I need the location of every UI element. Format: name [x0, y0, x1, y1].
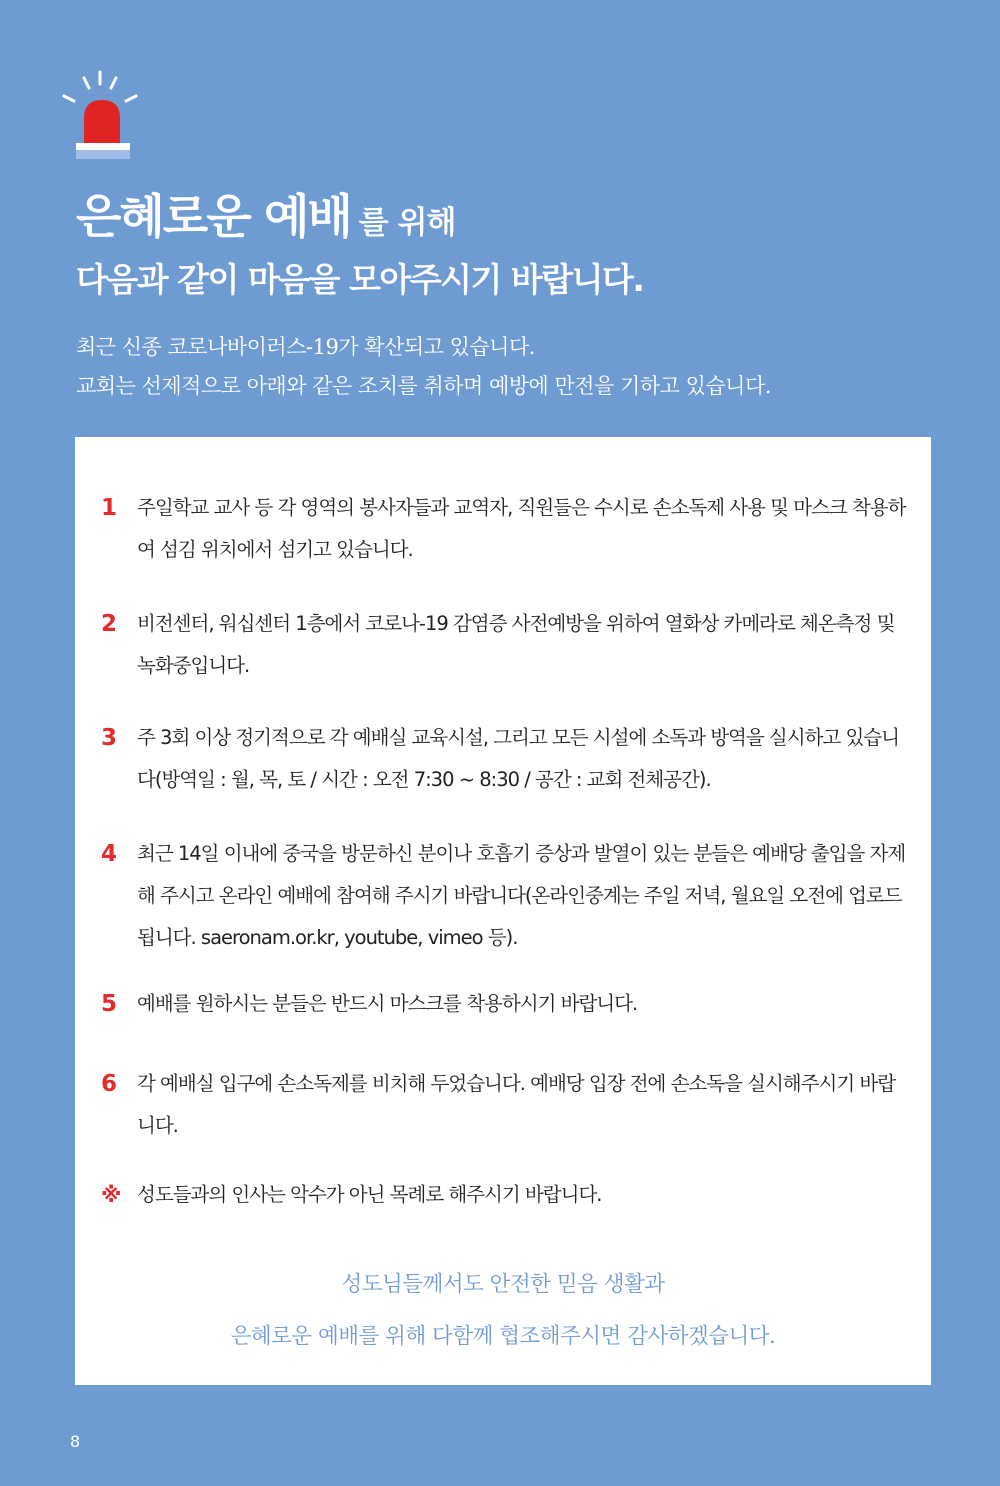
notice-card — [75, 437, 931, 1385]
notice-item-3 — [101, 717, 906, 801]
headline — [76, 180, 936, 301]
item-number: 2 — [101, 611, 118, 637]
item-text: 각 예배실 입구에 손소독제를 비치해 두었습니다. 예배당 입장 전에 손소독을 실시해주시기 바랍니다. — [137, 1072, 896, 1137]
item-number: 4 — [101, 841, 118, 867]
item-number: 5 — [101, 991, 118, 1017]
item-number: 1 — [101, 495, 118, 521]
headline-suffix: 를 위해 — [358, 205, 456, 241]
item-text: 예배를 원하시는 분들은 반드시 마스크를 착용하시기 바랍니다. — [137, 992, 638, 1015]
intro-line-2: 교회는 선제적으로 아래와 같은 조치를 취하며 예방에 만전을 기하고 있습니다. — [76, 374, 771, 398]
item-text: 비전센터, 워십센터 1층에서 코로나-19 감염증 사전예방을 위하여 열화상 카메라로 체온측정 및 녹화중입니다. — [137, 612, 895, 677]
closing-line-2: 은혜로운 예배를 위해 다함께 협조해주시면 감사하겠습니다. — [230, 1324, 776, 1349]
item-number: 3 — [101, 725, 118, 751]
intro-line-1: 최근 신종 코로나바이러스-19가 확산되고 있습니다. — [76, 335, 535, 359]
notice-item-5 — [101, 983, 906, 1025]
closing-line-1: 성도님들께서도 안전한 믿음 생활과 — [341, 1272, 665, 1297]
note-text: 성도들과의 인사는 악수가 아닌 목례로 해주시기 바랍니다. — [137, 1183, 602, 1206]
notice-item-1 — [101, 487, 906, 571]
headline-emphasis: 은혜로운 예배 — [76, 190, 351, 245]
item-text: 최근 14일 이내에 중국을 방문하신 분이나 호흡기 증상과 발열이 있는 분들은 예배당 출입을 자제해 주시고 온라인 예배에 참여해 주시기 바랍니다(온라인중계는 주일 저녁, 월요일 오전에 업로드 됩니다. saeronam.or.kr, youtube, vimeo 등). — [137, 842, 906, 949]
notice-note — [101, 1174, 906, 1216]
page-number: 8 — [70, 1432, 81, 1451]
reference-mark-icon: ※ — [101, 1183, 122, 1207]
item-text: 주 3회 이상 정기적으로 각 예배실 교육시설, 그리고 모든 시설에 소독과 방역을 실시하고 있습니다(방역일 : 월, 목, 토 / 시간 : 오전 7:30 ~ 8:30 / 공간 : 교회 전체공간). — [137, 726, 899, 791]
closing-message — [75, 1259, 931, 1363]
notice-item-2 — [101, 603, 906, 687]
item-number: 6 — [101, 1071, 118, 1097]
item-text: 주일학교 교사 등 각 영역의 봉사자들과 교역자, 직원들은 수시로 손소독제 사용 및 마스크 착용하여 섬김 위치에서 섬기고 있습니다. — [137, 496, 906, 561]
headline-subtitle: 다음과 같이 마음을 모아주시기 바랍니다. — [76, 260, 644, 299]
notice-item-6 — [101, 1063, 906, 1147]
intro-text — [76, 328, 956, 406]
siren-icon — [62, 70, 142, 162]
notice-item-4 — [101, 833, 906, 959]
